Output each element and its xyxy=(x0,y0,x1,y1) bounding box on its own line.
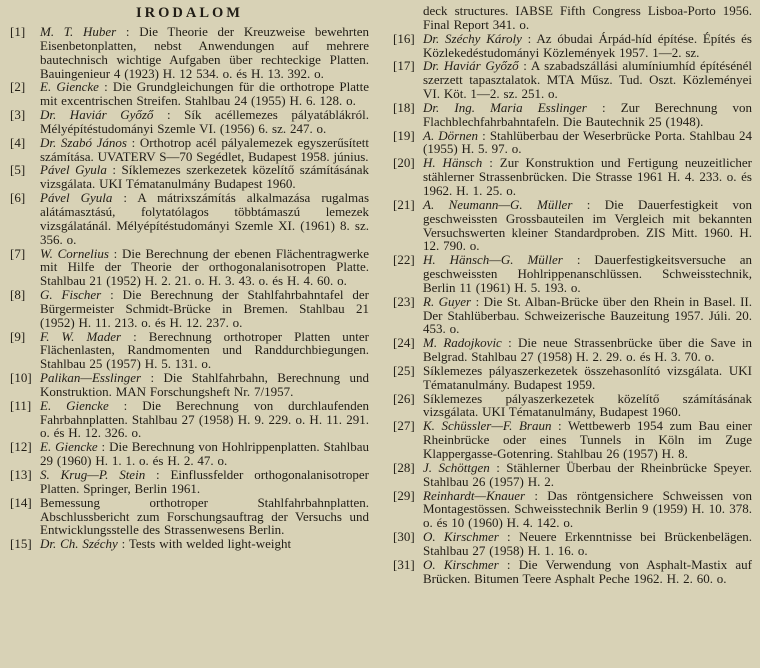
reference-separator: : xyxy=(482,155,500,171)
reference-text xyxy=(423,295,752,337)
reference-separator: : xyxy=(551,418,568,434)
reference-separator: : xyxy=(117,536,129,552)
reference-body: Wettbewerb 1954 zum Bau einer Rheinbrücke oder eines Tunnels in Köln im Zuge Klappergasse-Gotenring. Stahlbau 26 (1957) H. 8. xyxy=(423,418,753,461)
reference-text xyxy=(40,537,369,551)
reference-number: [7] xyxy=(10,245,26,261)
reference-text xyxy=(40,80,369,108)
reference-number: [21] xyxy=(393,196,415,212)
reference-author: M. T. Huber xyxy=(40,24,117,39)
reference-number: [23] xyxy=(393,293,415,309)
reference-text xyxy=(423,4,752,32)
reference-separator: : xyxy=(521,30,537,46)
reference-author: R. Guyer xyxy=(423,293,472,309)
reference-entry xyxy=(393,558,752,586)
reference-body: Das röntgensichere Schweissen von Montagestössen. Schweisstechnik Berlin 9 (1959) H. 10. 378. o. és 10 (1960) H. 4. 142. o. xyxy=(423,487,753,531)
reference-body: Stählerner Überbau der Rheinbrücke Speyer. Stahlbau 26 (1957) H. 2. xyxy=(423,459,752,489)
reference-text xyxy=(423,156,752,198)
reference-body: A szabadszállási alumíniumhíd építésénél szerzett tapasztalatok. MTA Műsz. Tud. Oszt. Közleményei VI. Köt. 1—2. sz. 251. o. xyxy=(423,58,752,102)
reference-entry xyxy=(393,101,752,129)
reference-body: Die Dauerfestigkeit von geschweissten Grossbauteilen im Vergleich mit bekannten Versuchswerten kleiner Standardproben. ZIS Mitt. 1960. H. 12. 790. o. xyxy=(423,196,752,254)
reference-body: Sík acéllemezes pályatáblákról. Mélyépítéstudományi Szemle VI. (1956) 6. sz. 247. o. xyxy=(40,107,370,136)
reference-list-right xyxy=(393,4,752,585)
reference-separator: : xyxy=(97,439,110,455)
reference-entry xyxy=(393,461,752,489)
reference-entry xyxy=(10,80,369,108)
reference-body: Síklemezes pályaszerkezetek összehasonlító vizsgálata. UKI Tématanulmány. Budapest 1959. xyxy=(423,362,752,392)
reference-entry xyxy=(10,247,369,289)
reference-entry xyxy=(393,198,752,253)
reference-author: E. Giencke xyxy=(40,397,109,413)
reference-separator: : xyxy=(108,397,143,413)
reference-body: Die Berechnung von durchlaufenden Fahrbahnplatten. Stahlbau 27 (1958) H. 9. 229. o. H. 11. 291. o. és H. 12. 326. o. xyxy=(40,397,370,441)
reference-separator: : xyxy=(106,162,122,178)
reference-number: [6] xyxy=(10,190,26,206)
reference-number: [16] xyxy=(393,30,415,46)
reference-text xyxy=(40,399,369,441)
reference-text xyxy=(423,32,752,60)
reference-body: Die Grundgleichungen für die orthotrope Platte mit excentrischen Streifen. Stahlbau 24 (1955) H. 6. 128. o. xyxy=(40,79,369,109)
reference-text xyxy=(40,163,369,191)
reference-body: Berechnung orthotroper Platten unter Flächenlasten, Randmomenten und Randdurchbiegungen. Stahlbau 25 (1957) H. 5. 131. o. xyxy=(40,328,369,372)
reference-number: [11] xyxy=(10,397,32,413)
reference-body: Die Theorie der Kreuzweise bewehrten Eisenbetonplatten, nebst Anwendungen auf mehrere bautechnisch wichtige Aufgaben über rechteckige Platten. Bauingenieur 4 (1923) H. 12 534. o. és H. 13. 392. o. xyxy=(40,24,370,81)
reference-text xyxy=(40,496,369,538)
reference-separator: : xyxy=(141,370,164,386)
reference-number: [8] xyxy=(10,287,26,303)
reference-separator: : xyxy=(562,252,595,268)
reference-body: Síklemezes pályaszerkezetek közelítő számításának vizsgálata. UKI Tématanulmány, Budapest 1960. xyxy=(423,390,752,420)
reference-text xyxy=(40,247,369,289)
reference-text xyxy=(423,129,752,157)
reference-entry xyxy=(393,32,752,60)
reference-text xyxy=(423,558,752,586)
reference-author: Palikan—Esslinger xyxy=(40,370,142,386)
reference-number: [4] xyxy=(10,134,26,150)
reference-separator: : xyxy=(501,335,518,351)
reference-separator: : xyxy=(478,127,490,143)
reference-body: deck structures. IABSE Fifth Congress Lisboa-Porto 1956. Final Report 341. o. xyxy=(423,3,752,32)
reference-body: Zur Konstruktion und Fertigung neuzeitlicher stählerner Strassenbrücken. Die Strasse 1961 H. 4. 233. o. és 1962. H. 1. 25. o. xyxy=(423,155,752,198)
reference-author: W. Cornelius xyxy=(40,245,109,261)
page-title: IRODALOM xyxy=(136,5,243,21)
reference-number: [27] xyxy=(393,418,415,434)
reference-text xyxy=(423,461,752,489)
reference-number: [3] xyxy=(10,107,26,123)
reference-author: F. W. Mader xyxy=(40,328,122,344)
reference-author: O. Kirschmer xyxy=(423,556,499,572)
reference-text xyxy=(40,191,369,246)
reference-author: H. Hänsch xyxy=(423,155,483,171)
reference-body: Az óbudai Árpád-híd építése. Építés és Közlekedéstudományi Közlemények 1957. 1—2. sz. xyxy=(423,30,752,60)
reference-text xyxy=(423,336,752,364)
reference-entry xyxy=(10,25,369,80)
reference-entry xyxy=(10,136,369,164)
reference-number: [2] xyxy=(10,79,26,95)
reference-text xyxy=(423,59,752,101)
reference-entry xyxy=(10,330,369,372)
reference-text xyxy=(40,25,369,80)
reference-body: Síklemezes szerkezetek közelítő számításának vizsgálata. UKI Tématanulmány Budapest 1960. xyxy=(40,162,370,192)
reference-text xyxy=(40,288,369,330)
reference-separator: : xyxy=(489,459,507,475)
reference-number: [18] xyxy=(393,99,415,115)
reference-entry xyxy=(393,59,752,101)
reference-number: [30] xyxy=(393,529,415,545)
reference-body: Stahlüberbau der Weserbrücke Porta. Stahlbau 24 (1955) H. 5. 97. o. xyxy=(423,127,752,157)
reference-body: Die Berechnung der ebenen Flächentragwerke mit Hilfe der Theorie der orthogonalanisotropen Platte. Stahlbau 21 (1952) H. 2. 21. o. H. 3. 43. o. és H. 4. 60. o. xyxy=(40,245,370,289)
reference-author: O. Kirschmer xyxy=(423,529,499,545)
reference-author: Pável Gyula xyxy=(40,162,107,178)
reference-number: [12] xyxy=(10,439,32,455)
reference-separator: : xyxy=(518,58,531,74)
reference-body: Orthotrop acél pályalemezek egyszerűsített számítása. UVATERV S—70 Segédlet, Budapest 1958. június. xyxy=(40,134,369,164)
reference-separator: : xyxy=(471,293,484,309)
reference-separator: : xyxy=(153,107,185,123)
reference-author: G. Fischer xyxy=(40,287,102,303)
reference-entry xyxy=(10,496,369,538)
reference-number: [31] xyxy=(393,556,415,572)
reference-separator: : xyxy=(101,287,123,303)
reference-body: Dauerfestigkeitsversuche an geschweissten Hohlrippenanschlüssen. Schweisstechnik, Berlin 11 (1961) H. 5. 193. o. xyxy=(423,252,753,295)
reference-number: [20] xyxy=(393,155,415,171)
reference-number: [28] xyxy=(393,459,415,475)
reference-number: [29] xyxy=(393,487,415,503)
reference-text xyxy=(423,198,752,253)
reference-text xyxy=(40,468,369,496)
reference-separator: : xyxy=(108,245,122,261)
reference-entry xyxy=(393,336,752,364)
reference-text xyxy=(423,530,752,558)
reference-number xyxy=(393,4,423,32)
reference-text xyxy=(40,330,369,372)
reference-entry xyxy=(393,129,752,157)
reference-author: E. Giencke xyxy=(40,439,98,455)
reference-entry xyxy=(10,468,369,496)
reference-number: [5] xyxy=(10,162,26,178)
reference-number: [9] xyxy=(10,328,26,344)
reference-entry xyxy=(393,530,752,558)
reference-body: Tests with welded light-weight xyxy=(128,536,292,552)
reference-text xyxy=(423,489,752,531)
reference-author: Dr. Ing. Maria Esslinger xyxy=(423,99,587,115)
reference-text xyxy=(40,371,369,399)
reference-number: [26] xyxy=(393,390,415,406)
reference-author: Dr. Haviár Győző xyxy=(423,58,519,74)
reference-entry xyxy=(393,156,752,198)
reference-author: K. Schüssler—F. Braun xyxy=(423,418,552,434)
reference-entry xyxy=(10,163,369,191)
reference-separator: : xyxy=(586,99,621,115)
reference-entry xyxy=(393,295,752,337)
reference-entry xyxy=(393,4,752,32)
reference-entry xyxy=(10,399,369,441)
reference-separator: : xyxy=(112,190,138,206)
reference-separator: : xyxy=(126,134,140,150)
reference-author: Dr. Haviár Győző xyxy=(40,107,154,123)
reference-number: [14] xyxy=(10,494,32,510)
reference-author: Reinhardt—Knauer xyxy=(423,487,526,503)
reference-list-left xyxy=(10,25,369,551)
reference-entry xyxy=(10,371,369,399)
reference-separator: : xyxy=(98,79,113,95)
reference-author: M. Radojkovic xyxy=(423,335,502,351)
reference-author: Dr. Széchy Károly xyxy=(423,30,522,46)
reference-body: Die Berechnung der Stahlfahrbahntafel der Bürgermeister Schmidt-Brücke in Bremen. Stahlbau 21 (1952) H. 11. 213. o. és H. 12. 237. o. xyxy=(40,287,370,330)
reference-text xyxy=(423,419,752,461)
reference-body: Die Verwendung von Asphalt-Mastix auf Brücken. Bitumen Teere Asphalt Peche 1962. H. 2. 60. o. xyxy=(423,556,752,586)
reference-number: [10] xyxy=(10,370,32,386)
reference-body: Neuere Erkenntnisse bei Brückenbelägen. Stahlbau 27 (1958) H. 1. 16. o. xyxy=(423,529,752,558)
reference-entry xyxy=(10,191,369,246)
reference-author: A. Dörnen xyxy=(423,127,479,143)
reference-text xyxy=(423,101,752,129)
reference-entry xyxy=(10,108,369,136)
reference-entry xyxy=(393,419,752,461)
left-column xyxy=(10,4,369,666)
reference-body: Zur Berechnung von Flachblechfahrbahntafeln. Die Bautechnik 25 (1948). xyxy=(423,99,753,129)
reference-separator: : xyxy=(498,556,519,572)
reference-separator: : xyxy=(116,24,140,39)
reference-author: A. Neumann—G. Müller xyxy=(423,196,573,212)
reference-number: [22] xyxy=(393,252,415,268)
reference-number: [25] xyxy=(393,362,415,378)
reference-separator: : xyxy=(525,487,548,503)
reference-text xyxy=(40,440,369,468)
reference-number: [13] xyxy=(10,467,32,482)
reference-author: Pável Gyula xyxy=(40,190,113,206)
reference-separator: : xyxy=(572,196,605,212)
reference-author: S. Krug—P. Stein xyxy=(40,467,146,482)
reference-separator: : xyxy=(145,467,171,482)
reference-body: A mátrixszámítás alkalmazása rugalmas alátámasztású, folytatólagos többtámaszú lemezek vizsgálatánál. Mélyépítéstudományi Szemle XI. (1961) 8. sz. 356. o. xyxy=(40,190,369,247)
reference-body: Die St. Alban-Brücke über den Rhein in Basel. II. Der Stahlüberbau. Schweizerische Bauzeitung 1957. Júli. 20. 453. o. xyxy=(423,293,752,337)
reference-text xyxy=(40,136,369,164)
reference-entry xyxy=(393,489,752,531)
reference-author: H. Hänsch—G. Müller xyxy=(423,252,563,268)
reference-separator: : xyxy=(121,328,149,344)
reference-author: J. Schöttgen xyxy=(423,459,490,475)
reference-author: Dr. Ch. Széchy xyxy=(40,536,118,552)
reference-number: [19] xyxy=(393,127,415,143)
reference-body: Einflussfelder orthogonalanisotroper Platten. Springer, Berlin 1961. xyxy=(40,467,370,496)
reference-number: [1] xyxy=(10,24,26,39)
reference-author: E. Giencke xyxy=(40,79,99,95)
reference-entry xyxy=(393,364,752,392)
reference-number: [17] xyxy=(393,58,415,74)
reference-entry xyxy=(10,537,369,551)
reference-text xyxy=(423,392,752,420)
reference-body: Die neue Strassenbrücke über die Save in Belgrad. Stahlbau 27 (1958) H. 2. 29. o. és H. 3. 70. o. xyxy=(423,335,752,365)
reference-body: Die Berechnung von Hohlrippenplatten. Stahlbau 29 (1960) H. 1. 1. o. és H. 2. 47. o. xyxy=(40,439,370,469)
reference-entry xyxy=(10,440,369,468)
reference-text xyxy=(423,364,752,392)
reference-author: Dr. Szabó János xyxy=(40,134,127,150)
reference-text xyxy=(40,108,369,136)
reference-number: [15] xyxy=(10,536,32,552)
reference-body: Bemessung orthotroper Stahlfahrbahnplatten. Abschlussbericht zum Forschungsauftrag der Versuchs und Entwicklungsstelle des Strassenwesens Berlin. xyxy=(40,494,369,538)
reference-text xyxy=(423,253,752,295)
reference-entry xyxy=(10,288,369,330)
reference-entry xyxy=(393,392,752,420)
right-column xyxy=(393,4,752,666)
reference-separator: : xyxy=(498,529,519,545)
reference-entry xyxy=(393,253,752,295)
reference-body: Die Stahlfahrbahn, Berechnung und Konstruktion. MAN Forschungsheft Nr. 7/1957. xyxy=(40,370,369,399)
reference-number: [24] xyxy=(393,335,415,351)
